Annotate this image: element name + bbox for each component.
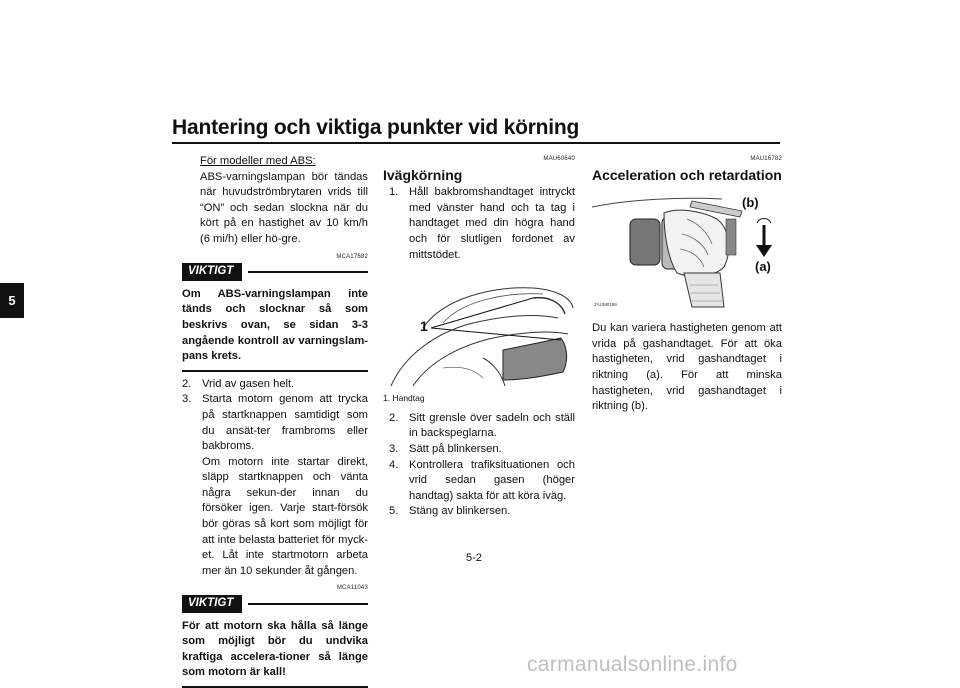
title-rule bbox=[172, 142, 780, 144]
list-item: 4. Kontrollera trafiksituationen och vrid sedan gasen (höger handtag) sakta för att köra iväg. bbox=[389, 458, 575, 502]
notice1-rule bbox=[182, 370, 368, 372]
list-item: 1. Håll bakbromshandtaget intryckt med vänster hand och ta tag i handtaget med din högra hand och för slutligen fordonet av mittstödet. bbox=[389, 186, 575, 261]
list-item: 2. Vrid av gasen helt. bbox=[182, 377, 295, 390]
ride-off-steps-continued bbox=[383, 411, 575, 520]
section-code: MAU60640 bbox=[543, 156, 575, 162]
figure-code: ZAUM0199 bbox=[594, 302, 617, 308]
list-item: 2. Sitt grensle över sadeln och ställ in backspeglarna. bbox=[389, 411, 575, 440]
throttle-figure bbox=[592, 189, 782, 309]
viktigt-badge: VIKTIGT bbox=[182, 595, 242, 613]
middle-column bbox=[383, 152, 575, 520]
acceleration-text: Du kan variera hastigheten genom att vrida på gashandtaget. För att öka hastigheten, vrid gashandtaget i riktning (a). För att minska hastigheten, vrid gashandtaget i riktning (b). bbox=[592, 322, 782, 413]
abs-models-heading: För modeller med ABS: bbox=[200, 155, 316, 167]
abs-text: ABS-varningslampan bör tändas när huvudströmbrytaren vrids till “ON” och sedan slockna när du kört på en hastighet av 10 km/h (6 mi/h) eller hö-gre. bbox=[200, 170, 368, 245]
step3-extra: Om motorn inte startar direkt, släpp startknappen och vänta några sekun-der innan du försöker igen. Varje start-försök bör göras så kort som möjligt för att inte belasta batteriet för myck-et. Låt inte startmotorn arbeta mer än 10 sekunder åt gången. bbox=[202, 455, 368, 577]
notice2-text: För att motorn ska hålla så länge som möjligt bör du undvika kraftiga accelera-tioner så länge som motorn är kall! bbox=[182, 619, 368, 679]
figure-caption: 1. Handtag bbox=[383, 393, 425, 404]
start-steps bbox=[182, 377, 368, 455]
ride-off-steps bbox=[383, 185, 575, 263]
chapter-tab: 5 bbox=[0, 283, 24, 318]
seat-grab-handle-illustration bbox=[383, 268, 575, 388]
viktigt-badge: VIKTIGT bbox=[182, 263, 242, 281]
left-column bbox=[182, 154, 368, 688]
section-code: MAU16782 bbox=[750, 156, 782, 162]
notice1-text: Om ABS-varningslampan inte tänds och slocknar så som beskrivs ovan, se sidan 3-3 angående kontroll av varningslam-pans krets. bbox=[182, 287, 368, 363]
notice2-code: MCA11043 bbox=[336, 585, 368, 592]
seat-figure bbox=[383, 268, 575, 388]
page-number: 5-2 bbox=[466, 552, 482, 564]
section-heading: Ivägkörning bbox=[383, 166, 463, 183]
notice2-header bbox=[182, 595, 368, 613]
notice1-code: MCA17682 bbox=[336, 253, 368, 260]
list-item: 3. Sätt på blinkersen. bbox=[389, 442, 502, 455]
viktigt-line bbox=[248, 603, 368, 605]
viktigt-line bbox=[248, 271, 368, 273]
page-title: Hantering och viktiga punkter vid körning bbox=[172, 116, 580, 139]
callout-1: 1 bbox=[420, 318, 428, 335]
section-heading: Acceleration och retardation bbox=[592, 166, 782, 183]
watermark: carmanualsonline.info bbox=[527, 653, 738, 676]
right-column bbox=[592, 152, 782, 415]
label-b: (b) bbox=[742, 195, 759, 211]
label-a: (a) bbox=[755, 259, 771, 275]
notice1-header bbox=[182, 263, 368, 281]
list-item: 3. Starta motorn genom att trycka på startknappen samtidigt som du ansät-ter frambroms eller bakbroms. bbox=[182, 393, 368, 453]
list-item: 5. Stäng av blinkersen. bbox=[389, 505, 511, 518]
